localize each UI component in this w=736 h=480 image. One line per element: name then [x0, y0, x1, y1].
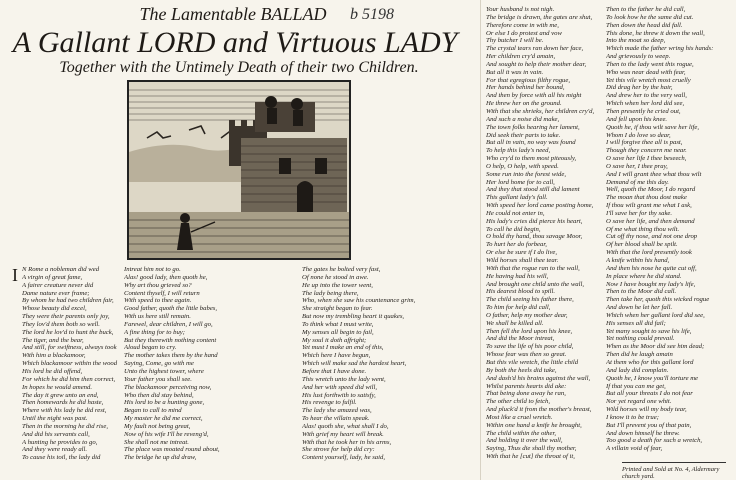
- verse-line: Into the moat so deep,: [606, 37, 666, 45]
- verse-line: Yet nothing could prevail.: [606, 335, 675, 343]
- verse-line: Unto the highest tower, where: [124, 367, 204, 375]
- verse-line: O help, O help, with speed.: [486, 162, 559, 170]
- verse-column-5: [606, 6, 732, 480]
- verse-line: A villain void of fear,: [606, 445, 663, 453]
- verse-line: The day it grew unto an end,: [22, 391, 99, 399]
- verse-line: And drew her to the very wall,: [606, 92, 687, 100]
- verse-line: To save the life of his poor child,: [486, 343, 574, 351]
- verse-line: I'll save her for thy sake.: [606, 209, 673, 217]
- verse-line: Why art thou grieved so?: [124, 281, 192, 289]
- verse-line: His lord he did offend,: [22, 367, 83, 375]
- verse-line: A hunting he provides to go,: [22, 438, 98, 446]
- verse-line: Her children cry'd amain,: [486, 53, 556, 61]
- verse-line: Content thyself, I will return: [124, 289, 200, 297]
- verse-line: The crystal tears ran down her face,: [486, 45, 584, 53]
- verse-line: Your husband is not nigh.: [486, 6, 555, 13]
- verse-line: The child within the other,: [486, 429, 557, 437]
- verse-line: Too good a death for such a wretch,: [606, 437, 703, 445]
- verse-line: To hurt her do forbear,: [486, 241, 547, 249]
- verse-line: She straight began to fear.: [302, 305, 373, 313]
- verse-line: With that the rogue ran to the wall,: [486, 264, 580, 272]
- verse-line: Her lord home for to call,: [486, 178, 555, 186]
- verse-line: Some run into the forest wide,: [486, 170, 566, 178]
- verse-line: Whom I do love so dear,: [606, 131, 671, 139]
- verse-line: Or else I do protest and vow: [486, 29, 562, 37]
- verse-line: Before that I have done.: [302, 367, 367, 375]
- verse-line: With speed to thee again.: [124, 297, 192, 305]
- verse-line: His lady's cries did pierce his heart,: [486, 217, 583, 225]
- verse-line: The lady she amazed was,: [302, 407, 372, 415]
- verse-line: And holding it over the wall,: [486, 437, 563, 445]
- handwritten-shelfmark: b 5198: [350, 6, 394, 23]
- verse-line: And sought to help their mother dear,: [486, 60, 587, 68]
- verse-line: His revenge to fulfil.: [302, 399, 357, 407]
- verse-line: When as the Moor did see him dead;: [606, 343, 705, 351]
- verse-line: With us here still remain.: [124, 313, 191, 321]
- verse-line: And pluck'd it from the mother's breast,: [486, 406, 592, 414]
- verse-line: Thy butcher I will be.: [486, 37, 544, 45]
- verse-line: A fairer creature never did: [22, 281, 94, 289]
- verse-line: They were their parents only joy,: [22, 313, 110, 321]
- verse-line: But all in vain, no way was found: [486, 139, 576, 147]
- verse-line: Then in the morning he did rise,: [22, 422, 109, 430]
- verse-line: Quoth he, I know you'll torture me: [606, 374, 699, 382]
- verse-line: Who then did stay behind,: [124, 391, 194, 399]
- verse-line: Therefore come in with me,: [486, 21, 559, 29]
- page-fold: [480, 0, 481, 480]
- verse-line: Good father, quoth the little babes,: [124, 305, 218, 313]
- verse-line: The other child to fetch,: [486, 398, 551, 406]
- verse-line: In hopes he would amend.: [22, 383, 93, 391]
- verse-line: His lord to be a hunting gone,: [124, 399, 205, 407]
- verse-line: And did his servants call,: [22, 430, 90, 438]
- verse-line: For that egregious filthy rogue,: [486, 76, 571, 84]
- woodcut-illustration: [127, 80, 351, 260]
- verse-line: And lady did complain.: [606, 366, 669, 374]
- imprint-rule: [622, 462, 726, 463]
- verse-line: Then down the head did fall.: [606, 21, 683, 29]
- verse-line: His dearest blood to spill.: [486, 288, 556, 296]
- verse-line: Wild horses shall thee tear.: [486, 257, 559, 264]
- verse-line: Yet this vile wretch most cruelly: [606, 76, 691, 84]
- verse-line: Dame nature ever frame;: [22, 289, 90, 297]
- verse-line: The place was moated round about,: [124, 446, 220, 454]
- verse-line: Which when her lord did see,: [606, 100, 685, 108]
- verse-line: Quoth he, if thou wilt save her life,: [606, 123, 700, 131]
- verse-line: Who cry'd to them most piteously,: [486, 155, 577, 163]
- verse-line: Her hands behind her bound,: [486, 84, 565, 92]
- verse-line: If thou wilt grant me what I ask,: [606, 202, 692, 210]
- verse-line: And then by force with all his might: [486, 92, 582, 100]
- verse-line: Intreat him not to go.: [124, 266, 181, 273]
- verse-line: But they therewith nothing content: [124, 336, 217, 344]
- verse-line: This wretch unto the lady went,: [302, 375, 386, 383]
- verse-line: O save her life, and then demand: [606, 217, 695, 225]
- verse-line: Of her blood shall be spilt.: [606, 241, 678, 249]
- verse-line: Yet must I make an end of this,: [302, 344, 384, 352]
- verse-line: Began to call to mind: [124, 407, 182, 415]
- verse-line: For which he did him then correct,: [22, 375, 116, 383]
- verse-line: Wild horses will my body tear,: [606, 406, 687, 414]
- verse-line: Did drag her by the hair,: [606, 84, 673, 92]
- verse-line: In place where he did stand.: [606, 272, 682, 280]
- verse-line: The blackamoor perceiving now,: [124, 383, 212, 391]
- verse-line: And did the Moor intreat,: [486, 335, 555, 343]
- verse-line: And grievously to weep.: [606, 53, 671, 61]
- verse-line: With grief my heart will break.: [302, 430, 384, 438]
- verse-line: With him a blackamoor,: [22, 352, 86, 360]
- verse-line: Then to the lady went this rogue,: [606, 60, 694, 68]
- title-line-3: Together with the Untimely Death of their two Children.: [59, 59, 419, 76]
- verse-line: And they that stood still did lament: [486, 186, 580, 194]
- verse-line: The tiger, and the bear,: [22, 336, 84, 344]
- verse-line: With that the lord presently took: [606, 249, 692, 257]
- verse-line: Whilst parents hearts did ake:: [486, 382, 567, 390]
- verse-line: Alas! quoth she, what shall I do,: [302, 422, 389, 430]
- title-line-1: The Lamentable BALLAD: [139, 4, 327, 24]
- verse-line: But I'll prevent you of that pain,: [606, 421, 692, 429]
- verse-line: The bridge he up did draw,: [124, 454, 197, 462]
- verse-line: His lust forthwith to satisfy,: [302, 391, 376, 399]
- verse-line: Did seek their parts to take.: [486, 131, 561, 139]
- verse-line: And such a noise did make,: [486, 115, 560, 123]
- verse-column-2: [124, 266, 288, 480]
- verse-line: Though they concern me near.: [606, 147, 687, 155]
- verse-line: Saying, Come, go with me: [124, 360, 194, 368]
- verse-line: He having had his will,: [486, 272, 549, 280]
- verse-line: Who, when she saw his countenance grim,: [302, 297, 416, 305]
- verse-line: That being done away he ran,: [486, 390, 566, 398]
- verse-line: Which blackamoor within the wood: [22, 360, 118, 368]
- verse-line: With that he [cut] the throat of it,: [486, 453, 575, 461]
- verse-line: My soul it doth affright;: [302, 336, 367, 344]
- verse-line: To cause his toil, the lady did: [22, 454, 101, 462]
- verse-line: But this vile wretch, the little child: [486, 358, 579, 366]
- verse-line: Then to the father he did call,: [606, 6, 686, 13]
- verse-line: But all your threats I do not fear: [606, 390, 693, 398]
- verse-line: Who was near dead with fear,: [606, 68, 686, 76]
- verse-line: O save her, I thee pray,: [606, 162, 668, 170]
- verse-line: She shall not me intreat.: [124, 438, 189, 446]
- verse-line: This done, he threw it down the wall,: [606, 29, 705, 37]
- verse-line: And I will grant thee what thou wilt: [606, 170, 702, 178]
- verse-column-3: [302, 266, 472, 480]
- verse-line: Then homewards he did haste,: [22, 399, 104, 407]
- verse-line: The bridge is drawn, the gates are shut,: [486, 13, 593, 21]
- verse-line: And brought one child unto the wall,: [486, 280, 585, 288]
- verse-line: O save her life I thee beseech,: [606, 155, 687, 163]
- verse-line: O hold thy hand, thou savage Moor,: [486, 233, 583, 241]
- verse-line: Now of his wife I'll be reveng'd,: [124, 430, 209, 438]
- verse-line: This gallant lady's fall.: [486, 194, 548, 202]
- verse-line: To look how he the same did cut.: [606, 13, 694, 21]
- verse-line: The mother takes them by the hand: [124, 352, 218, 360]
- verse-line: A knife within his hand,: [606, 257, 670, 264]
- verse-line: Your father you shall see.: [124, 375, 192, 383]
- verse-line: My master he did me correct,: [124, 415, 203, 423]
- verse-line: But now my trembling heart it quakes,: [302, 313, 405, 321]
- printer-imprint: Printed and Sold at No. 4, Aldermary church yard.: [622, 466, 720, 480]
- verse-line: But all it was in vain.: [486, 68, 544, 76]
- verse-line: Then presently he cried out,: [606, 107, 681, 115]
- verse-line: The gates he bolted very fast,: [302, 266, 381, 273]
- verse-line: To help this lady's need,: [486, 147, 551, 155]
- verse-line: They lov'd them both so well.: [22, 320, 100, 328]
- verse-line: With that he took her in his arms,: [302, 438, 392, 446]
- verse-line: At them who for this gallant lord: [606, 358, 694, 366]
- verse-line: My senses all begin to fail,: [302, 328, 374, 336]
- verse-line: And then his nose he quite cut off,: [606, 264, 697, 272]
- verse-line: I know it to be true;: [606, 413, 659, 421]
- verse-line: Until the night was past.: [22, 415, 88, 423]
- verse-line: Then to the Moor did call.: [606, 288, 677, 296]
- verse-line: And her with speed did will,: [302, 383, 378, 391]
- verse-line: The lord he lov'd to hunt the buck,: [22, 328, 114, 336]
- verse-line: Well, quoth the Moor, I do regard: [606, 186, 696, 194]
- verse-line: Which made the father wring his hands:: [606, 45, 714, 53]
- verse-line: And fell upon his knee.: [606, 115, 668, 123]
- verse-line: Now I have bought my lady's life,: [606, 280, 696, 288]
- verse-line: Farewel, dear children, I will go,: [124, 320, 213, 328]
- verse-line: O father, help my mother dear,: [486, 311, 568, 319]
- verse-line: With that she shrieks, her children cry'd,: [486, 107, 595, 115]
- verse-line: She strove for help did cry:: [302, 446, 375, 454]
- verse-line: By both the heels did take,: [486, 366, 557, 374]
- verse-line: The child seeing his father there,: [486, 296, 574, 304]
- verse-column-1: [22, 266, 120, 480]
- verse-line: And down himself he threw.: [606, 429, 680, 437]
- verse-line: Of none he stood in awe.: [302, 273, 369, 281]
- verse-line: Alas! good lady, then quoth he,: [124, 273, 208, 281]
- woodcut-castle-scene: [129, 82, 349, 258]
- verse-line: And down he let her fall.: [606, 304, 673, 312]
- verse-line: Whose beauty did excel,: [22, 305, 87, 313]
- verse-line: He threw her on the ground.: [486, 100, 562, 108]
- verse-line: The town folks hearing her lament,: [486, 123, 580, 131]
- verse-line: To him for help did call,: [486, 304, 551, 312]
- verse-line: Then did he laugh amain: [606, 351, 673, 359]
- verse-line: We shall be killed all.: [486, 319, 544, 327]
- verse-line: Which when her gallant lord did see,: [606, 311, 705, 319]
- verse-line: If that you can me get,: [606, 382, 666, 390]
- verse-line: Within one hand a knife he brought,: [486, 421, 582, 429]
- verse-line: And they were ready all.: [22, 446, 88, 454]
- verse-line: Most like a cruel wretch.: [486, 413, 553, 421]
- verse-line: Yet many sought to save his life,: [606, 327, 692, 335]
- verse-line: Saying, Thus die shall thy mother,: [486, 445, 577, 453]
- verse-line: The moan that thou dost make: [606, 194, 687, 202]
- verse-line: He could not enter in,: [486, 209, 545, 217]
- verse-line: N Rome a nobleman did wed: [22, 266, 100, 273]
- verse-line: A virgin of great fame,: [22, 273, 83, 281]
- verse-line: His senses all did fail;: [606, 319, 666, 327]
- verse-line: By whom he had two children fair,: [22, 297, 114, 305]
- drop-cap: I: [12, 265, 18, 285]
- verse-line: Then take her, quoth this wicked rogue: [606, 296, 710, 304]
- verse-line: My fault not being great,: [124, 422, 191, 430]
- verse-line: And dash'd his brains against the wall,: [486, 374, 591, 382]
- verse-line: To call he did begin,: [486, 225, 541, 233]
- verse-line: And still, for swiftness, always took: [22, 344, 117, 352]
- verse-line: A fine thing for to buy;: [124, 328, 185, 336]
- verse-line: Demand of me this day.: [606, 178, 669, 186]
- verse-line: To hear the villain speak.: [302, 415, 370, 423]
- verse-line: Aloud began to cry.: [124, 344, 177, 352]
- verse-line: Or else be sure if I do live,: [486, 249, 558, 257]
- verse-line: Where with his lady he did rest,: [22, 407, 107, 415]
- verse-line: Which here I have begun,: [302, 352, 371, 360]
- verse-line: To think what I must write,: [302, 320, 374, 328]
- verse-line: He up into the tower went,: [302, 281, 373, 289]
- verse-line: With speed her lord came posting home,: [486, 202, 594, 210]
- verse-line: Whose fear was then so great.: [486, 351, 567, 359]
- verse-line: Which will make sad the hardest heart,: [302, 360, 407, 368]
- verse-line: Nor yet regard one whit.: [606, 398, 672, 406]
- verse-line: Of me what thing thou wilt.: [606, 225, 680, 233]
- verse-line: The lady being there,: [302, 289, 359, 297]
- verse-line: I will forgive thee all is past,: [606, 139, 683, 147]
- verse-line: Then fell the lord upon his knee,: [486, 327, 573, 335]
- verse-line: Content yourself, lady, he said,: [302, 454, 386, 462]
- verse-line: Cut off thy nose, and not one drop: [606, 233, 698, 241]
- title-line-2: A Gallant LORD and Virtuous LADY: [12, 26, 458, 59]
